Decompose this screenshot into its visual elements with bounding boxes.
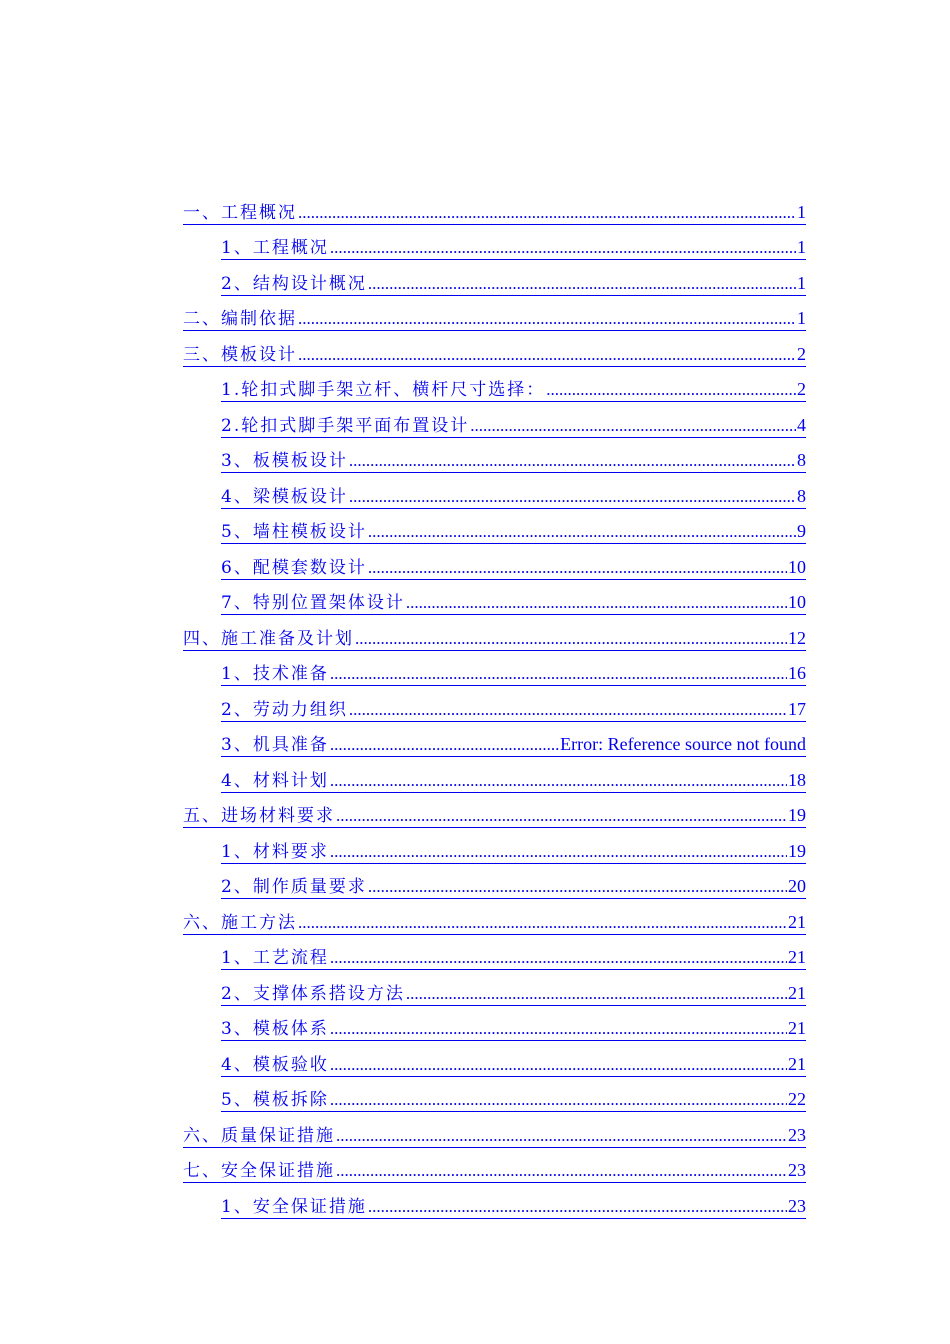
dot-leader: [349, 451, 796, 471]
dot-leader: [470, 416, 796, 436]
toc-page-number: 19: [788, 805, 806, 825]
toc-page-number: 18: [788, 769, 806, 790]
toc-page-number: 16: [788, 663, 806, 683]
toc-entry-link[interactable]: [183, 296, 806, 332]
toc-page-number: 21: [788, 1053, 806, 1074]
toc-entry-title: 四、施工准备及计划: [183, 628, 354, 649]
toc-page-number: 21: [788, 911, 806, 932]
toc-entry-link[interactable]: [183, 899, 806, 935]
toc-entry-title: 二、编制依据: [183, 309, 297, 329]
dot-leader: [298, 203, 796, 223]
dot-leader: [368, 522, 796, 542]
dot-leader: [349, 700, 787, 720]
dot-leader: [349, 487, 796, 507]
toc-page-number: 10: [788, 592, 806, 612]
toc-entry-link[interactable]: [183, 1148, 806, 1184]
toc-entry-link[interactable]: [221, 260, 806, 296]
toc-entry-link[interactable]: [221, 367, 806, 403]
toc-page-number: 21: [788, 1018, 806, 1038]
toc-entry-title: 4、材料计划: [221, 770, 329, 791]
dot-leader: [355, 629, 787, 649]
dot-leader: [330, 1055, 787, 1075]
toc-page-number: 17: [788, 698, 806, 719]
toc-entry-title: 2、支撑体系搭设方法: [221, 983, 405, 1004]
toc-page-number: 2: [797, 379, 806, 399]
dot-leader: [546, 380, 796, 400]
toc-entry-title: 2、结构设计概况: [221, 273, 367, 294]
toc-page-number: Error: Reference source not found: [560, 734, 806, 754]
toc-entry-link[interactable]: [183, 189, 806, 225]
toc-page-number: 10: [788, 556, 806, 577]
toc-page-number: 23: [788, 1195, 806, 1216]
toc-entry-title: 2、劳动力组织: [221, 699, 348, 720]
toc-entry-title: 一、工程概况: [183, 202, 297, 223]
toc-page-number: 20: [788, 876, 806, 896]
toc-entry-link[interactable]: [183, 615, 806, 651]
toc-entry-link[interactable]: [183, 1112, 806, 1148]
toc-entry-title: 4、梁模板设计: [221, 486, 348, 507]
dot-leader: [368, 558, 787, 578]
table-of-contents: [183, 189, 806, 1219]
dot-leader: [330, 735, 559, 755]
toc-entry-title: 1、工艺流程: [221, 948, 329, 968]
toc-entry-link[interactable]: [221, 509, 806, 545]
toc-entry-link[interactable]: [221, 651, 806, 687]
dot-leader: [406, 593, 787, 613]
dot-leader: [336, 1126, 787, 1146]
toc-entry-title: 七、安全保证措施: [183, 1161, 335, 1181]
toc-entry-link[interactable]: [221, 225, 806, 261]
toc-page-number: 1: [797, 237, 806, 257]
toc-entry-title: 1、工程概况: [221, 238, 329, 258]
toc-page-number: 1: [797, 201, 806, 222]
toc-entry-link[interactable]: [183, 331, 806, 367]
toc-page-number: 12: [788, 627, 806, 648]
toc-entry-title: 4、模板验收: [221, 1054, 329, 1075]
dot-leader: [336, 806, 787, 826]
dot-leader: [330, 238, 796, 258]
toc-page-number: 2: [797, 343, 806, 364]
toc-entry-title: 5、模板拆除: [221, 1090, 329, 1110]
toc-entry-title: 三、模板设计: [183, 344, 297, 365]
dot-leader: [330, 842, 787, 862]
toc-entry-link[interactable]: [221, 580, 806, 616]
dot-leader: [368, 877, 787, 897]
dot-leader: [330, 1019, 787, 1039]
toc-entry-title: 6、配模套数设计: [221, 557, 367, 578]
dot-leader: [298, 345, 796, 365]
toc-entry-link[interactable]: [221, 686, 806, 722]
toc-entry-title: 六、质量保证措施: [183, 1125, 335, 1146]
toc-entry-title: 1、技术准备: [221, 664, 329, 684]
toc-entry-title: 7、特别位置架体设计: [221, 593, 405, 613]
dot-leader: [406, 984, 787, 1004]
toc-entry-link[interactable]: [221, 438, 806, 474]
toc-page-number: 22: [788, 1089, 806, 1109]
toc-entry-title: 3、模板体系: [221, 1019, 329, 1039]
toc-entry-title: 2、制作质量要求: [221, 877, 367, 897]
toc-entry-link[interactable]: [221, 544, 806, 580]
toc-entry-title: 1、材料要求: [221, 841, 329, 862]
toc-entry-title: 5、墙柱模板设计: [221, 522, 367, 542]
dot-leader: [298, 309, 796, 329]
toc-entry-link[interactable]: [221, 473, 806, 509]
toc-entry-link[interactable]: [221, 1006, 806, 1042]
toc-entry-title: 3、机具准备: [221, 735, 329, 755]
toc-entry-link[interactable]: [221, 757, 806, 793]
toc-entry-title: 1、安全保证措施: [221, 1196, 367, 1217]
toc-page-number: 8: [797, 450, 806, 470]
toc-entry-link[interactable]: [221, 828, 806, 864]
toc-entry-link[interactable]: [221, 864, 806, 900]
toc-entry-link[interactable]: [221, 1077, 806, 1113]
dot-leader: [330, 1090, 787, 1110]
toc-page-number: 19: [788, 840, 806, 861]
toc-entry-link[interactable]: [221, 722, 806, 758]
toc-entry-link[interactable]: [183, 793, 806, 829]
toc-entry-link[interactable]: [221, 935, 806, 971]
toc-page-number: 8: [797, 485, 806, 506]
toc-entry-link[interactable]: [221, 1041, 806, 1077]
toc-page-number: 21: [788, 947, 806, 967]
dot-leader: [330, 664, 787, 684]
toc-page-number: 23: [788, 1124, 806, 1145]
toc-page-number: 4: [797, 414, 806, 435]
toc-entry-title: 2.轮扣式脚手架平面布置设计: [221, 415, 470, 436]
toc-page-number: 21: [788, 982, 806, 1003]
toc-page-number: 1: [797, 308, 806, 328]
toc-entry-link[interactable]: [221, 402, 806, 438]
toc-entry-title: 1.轮扣式脚手架立杆、横杆尺寸选择：: [221, 380, 546, 400]
toc-page-number: 23: [788, 1160, 806, 1180]
toc-entry-title: 3、板模板设计: [221, 451, 348, 471]
dot-leader: [368, 1197, 787, 1217]
dot-leader: [330, 771, 787, 791]
dot-leader: [336, 1161, 787, 1181]
toc-entry-title: 六、施工方法: [183, 912, 297, 933]
dot-leader: [298, 913, 787, 933]
toc-entry-link[interactable]: [221, 970, 806, 1006]
dot-leader: [330, 948, 787, 968]
toc-entry-title: 五、进场材料要求: [183, 806, 335, 826]
toc-entry-link[interactable]: [221, 1183, 806, 1219]
toc-page-number: 9: [797, 521, 806, 541]
toc-page-number: 1: [797, 272, 806, 293]
dot-leader: [368, 274, 796, 294]
